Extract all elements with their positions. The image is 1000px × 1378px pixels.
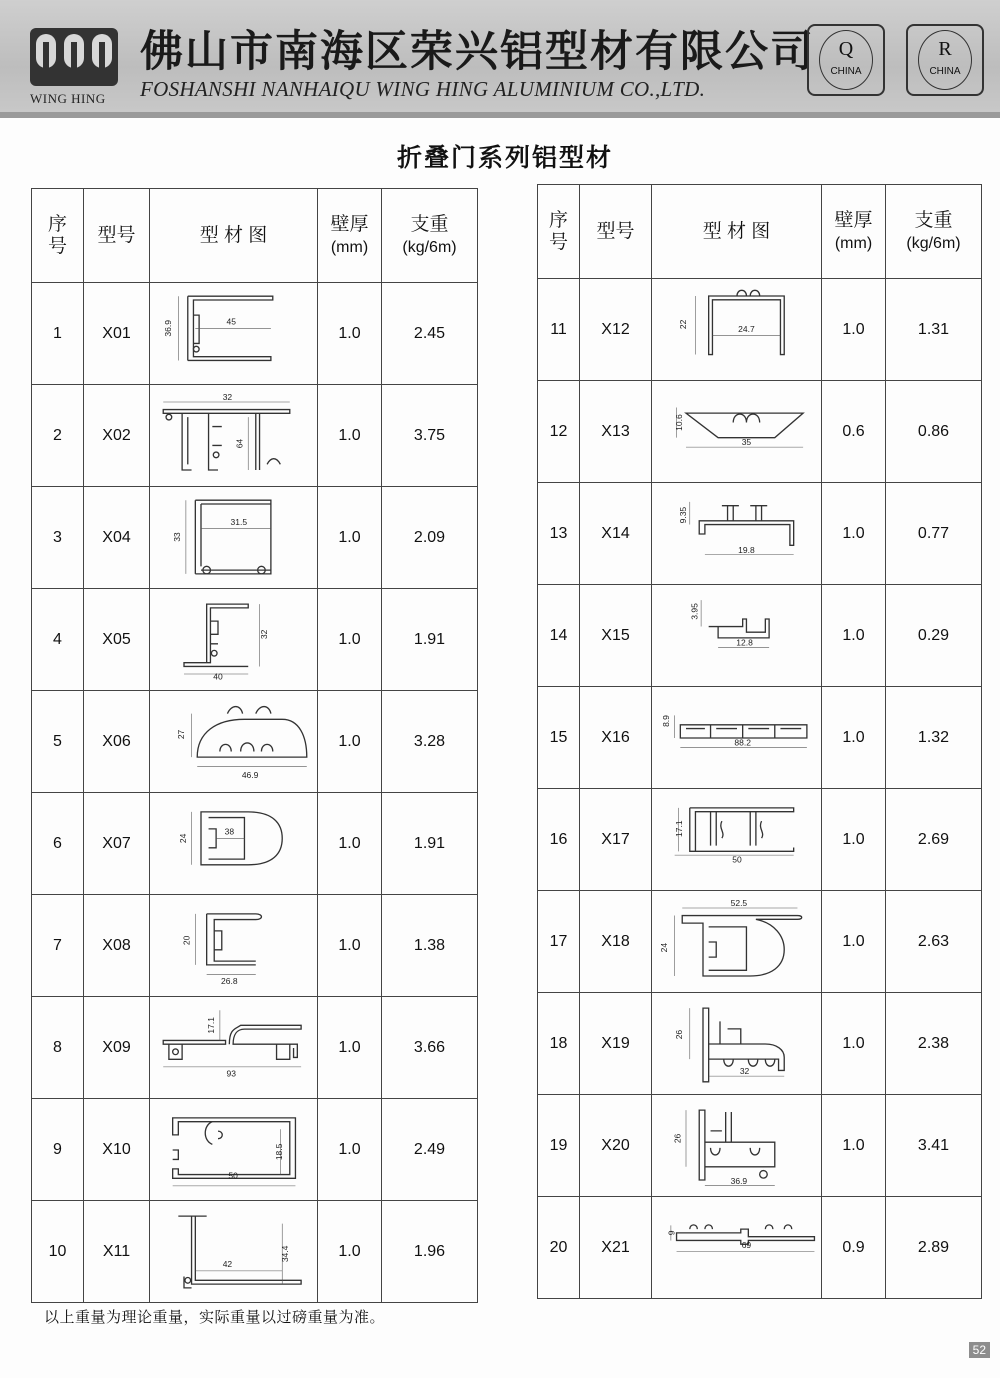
row-index: 5 <box>32 691 84 793</box>
profile-drawing <box>652 687 822 789</box>
row-model: X09 <box>84 997 150 1099</box>
row-weight: 3.75 <box>382 385 478 487</box>
row-index: 8 <box>32 997 84 1099</box>
badge-letter: Q <box>838 38 854 60</box>
col-drawing-header: 型 材 图 <box>652 185 822 279</box>
row-weight: 2.63 <box>886 891 982 993</box>
table-row <box>32 385 478 487</box>
table-row <box>538 1197 982 1299</box>
row-model: X07 <box>84 793 150 895</box>
profile-drawing <box>652 993 822 1095</box>
row-thickness: 1.0 <box>318 487 382 589</box>
row-thickness: 1.0 <box>822 585 886 687</box>
dimension-label-a: 10.6 <box>674 413 685 431</box>
dimension-label-a: 3.95 <box>689 602 700 620</box>
dimension-label-b: 69 <box>741 1239 752 1250</box>
table-row <box>32 1201 478 1303</box>
table-row <box>538 381 982 483</box>
row-thickness: 1.0 <box>822 1095 886 1197</box>
table-row <box>32 1099 478 1201</box>
row-thickness: 1.0 <box>318 283 382 385</box>
certification-badge-q <box>807 24 885 96</box>
certification-badge-r <box>906 24 984 96</box>
row-model: X17 <box>580 789 652 891</box>
dimension-label-b: 45 <box>226 316 236 327</box>
profile-drawing <box>150 1201 318 1303</box>
row-thickness: 1.0 <box>318 793 382 895</box>
row-index: 17 <box>538 891 580 993</box>
row-thickness: 1.0 <box>318 385 382 487</box>
dimension-label-a: 22 <box>678 319 688 329</box>
profile-drawing <box>150 487 318 589</box>
row-index: 15 <box>538 687 580 789</box>
row-thickness: 1.0 <box>822 789 886 891</box>
table-row <box>32 997 478 1099</box>
dimension-label-a: 24 <box>659 942 670 952</box>
thickness-label: 壁厚 <box>834 209 873 231</box>
row-thickness: 1.0 <box>822 891 886 993</box>
dimension-label-a: 26 <box>672 1133 683 1143</box>
weight-label: 支重 <box>914 209 953 231</box>
thickness-label: 壁厚 <box>330 213 369 235</box>
table-header-row <box>538 185 982 279</box>
row-weight: 2.38 <box>886 993 982 1095</box>
profile-drawing <box>652 381 822 483</box>
dimension-label-a: 33 <box>172 531 183 542</box>
dimension-label-b: 36.9 <box>730 1175 748 1186</box>
logo-text: WING HING <box>30 91 106 106</box>
profile-drawing-icon <box>652 792 822 888</box>
dimension-label-b: 50 <box>732 854 742 865</box>
row-thickness: 1.0 <box>318 997 382 1099</box>
profile-drawing-icon <box>150 694 320 790</box>
profile-drawing-icon <box>150 1000 320 1096</box>
dimension-label-b: 46.9 <box>241 769 259 780</box>
profile-drawing <box>652 789 822 891</box>
profile-drawing <box>150 385 318 487</box>
col-index-header <box>538 185 580 279</box>
profile-drawing <box>150 895 318 997</box>
weight-label: 支重 <box>410 213 449 235</box>
dimension-label-b: 32 <box>739 1065 750 1076</box>
profile-drawing <box>150 793 318 895</box>
company-name-cn: 佛山市南海区荣兴铝型材有限公司 <box>140 27 815 77</box>
profile-drawing-icon <box>652 1098 822 1194</box>
row-index: 13 <box>538 483 580 585</box>
row-index: 12 <box>538 381 580 483</box>
dimension-label-b: 19.8 <box>738 544 755 555</box>
thickness-unit: (mm) <box>330 238 369 256</box>
header-divider <box>0 112 1000 118</box>
table-row <box>538 993 982 1095</box>
dimension-label-b: 88.2 <box>734 737 751 748</box>
table-row <box>538 279 982 381</box>
table-row <box>32 895 478 997</box>
dimension-label-b: 93 <box>226 1067 236 1078</box>
profile-drawing-icon <box>150 286 320 382</box>
row-model: X06 <box>84 691 150 793</box>
dimension-label-a: 8.9 <box>661 714 671 727</box>
profile-drawing-icon <box>652 1200 822 1296</box>
row-thickness: 1.0 <box>318 895 382 997</box>
table-row <box>538 789 982 891</box>
profile-drawing-icon <box>150 796 320 892</box>
row-weight: 1.32 <box>886 687 982 789</box>
dimension-label-a: 32 <box>259 629 270 639</box>
table-row <box>32 793 478 895</box>
row-weight: 2.89 <box>886 1197 982 1299</box>
dimension-label-a: 18.5 <box>274 1143 285 1160</box>
dimension-label-b: 12.8 <box>736 636 753 647</box>
row-model: X20 <box>580 1095 652 1197</box>
dimension-label-a: 17.1 <box>674 819 685 837</box>
dimension-label-a: 9 <box>666 1230 677 1235</box>
profile-drawing <box>150 1099 318 1201</box>
row-index: 18 <box>538 993 580 1095</box>
row-index: 11 <box>538 279 580 381</box>
profile-drawing-icon <box>150 898 320 994</box>
row-index: 1 <box>32 283 84 385</box>
row-weight: 1.31 <box>886 279 982 381</box>
profile-drawing-icon <box>652 996 822 1092</box>
profile-drawing <box>150 589 318 691</box>
row-model: X04 <box>84 487 150 589</box>
row-thickness: 1.0 <box>822 993 886 1095</box>
dimension-label-a: 20 <box>181 935 192 945</box>
row-model: X08 <box>84 895 150 997</box>
row-weight: 0.29 <box>886 585 982 687</box>
row-weight: 1.96 <box>382 1201 478 1303</box>
dimension-label-a: 17.1 <box>206 1016 217 1034</box>
table-row <box>538 687 982 789</box>
profile-drawing-icon <box>652 690 822 786</box>
row-index: 7 <box>32 895 84 997</box>
badge-sub: CHINA <box>929 66 961 77</box>
dimension-label-a: 9.35 <box>678 506 688 523</box>
profile-drawing-icon <box>150 388 320 484</box>
row-index: 6 <box>32 793 84 895</box>
col-index-header <box>32 189 84 283</box>
dimension-label-b: 35 <box>741 436 752 447</box>
row-weight: 0.77 <box>886 483 982 585</box>
row-index: 19 <box>538 1095 580 1197</box>
table-row <box>538 891 982 993</box>
row-thickness: 1.0 <box>318 589 382 691</box>
row-thickness: 0.9 <box>822 1197 886 1299</box>
row-model: X18 <box>580 891 652 993</box>
row-weight: 2.69 <box>886 789 982 891</box>
profile-drawing-icon <box>150 592 320 688</box>
profile-drawing <box>150 283 318 385</box>
row-model: X12 <box>580 279 652 381</box>
col-model-header: 型号 <box>580 185 652 279</box>
dimension-label-b: 24.7 <box>738 323 755 334</box>
row-weight: 3.66 <box>382 997 478 1099</box>
dimension-label-b: 40 <box>213 671 223 682</box>
row-thickness: 1.0 <box>822 279 886 381</box>
profile-drawing-icon <box>652 282 822 378</box>
col-weight-header <box>886 185 982 279</box>
badge-letter: R <box>938 38 952 60</box>
row-thickness: 1.0 <box>318 1099 382 1201</box>
row-model: X01 <box>84 283 150 385</box>
dimension-label-b: 42 <box>222 1258 233 1269</box>
col-weight-header <box>382 189 478 283</box>
profile-drawing-icon <box>652 894 822 990</box>
row-index: 20 <box>538 1197 580 1299</box>
profile-drawing-icon <box>150 1204 320 1300</box>
dimension-label-a: 26 <box>674 1029 685 1039</box>
row-thickness: 1.0 <box>318 691 382 793</box>
row-model: X21 <box>580 1197 652 1299</box>
row-model: X19 <box>580 993 652 1095</box>
weight-unit: (kg/6m) <box>906 234 961 252</box>
dimension-label-b: 32 <box>222 391 233 402</box>
col-thickness-header <box>822 185 886 279</box>
row-model: X11 <box>84 1201 150 1303</box>
row-weight: 1.38 <box>382 895 478 997</box>
dimension-label-b: 38 <box>224 826 235 837</box>
footer-note: 以上重量为理论重量，实际重量以过磅重量为准。 <box>44 1309 386 1326</box>
dimension-label-a: 64 <box>234 438 245 448</box>
profile-drawing-icon <box>652 486 822 582</box>
dimension-label-a: 36.9 <box>162 319 173 337</box>
page-title: 折叠门系列铝型材 <box>396 143 613 172</box>
profile-drawing-icon <box>652 588 822 684</box>
profile-table-left <box>31 188 478 1303</box>
page-number: 52 <box>969 1342 990 1358</box>
col-thickness-header <box>318 189 382 283</box>
row-index: 4 <box>32 589 84 691</box>
row-thickness: 1.0 <box>822 687 886 789</box>
row-model: X14 <box>580 483 652 585</box>
row-thickness: 0.6 <box>822 381 886 483</box>
profile-drawing <box>150 691 318 793</box>
table-row <box>538 1095 982 1197</box>
dimension-label-a: 27 <box>176 729 186 739</box>
row-weight: 3.28 <box>382 691 478 793</box>
dimension-label-b: 50 <box>228 1169 238 1180</box>
company-logo-icon <box>28 20 120 92</box>
table-row <box>538 483 982 585</box>
row-index: 9 <box>32 1099 84 1201</box>
table-row <box>538 585 982 687</box>
row-index: 2 <box>32 385 84 487</box>
row-model: X02 <box>84 385 150 487</box>
row-weight: 2.45 <box>382 283 478 385</box>
profile-drawing <box>150 997 318 1099</box>
row-index: 14 <box>538 585 580 687</box>
profile-drawing <box>652 279 822 381</box>
table-row <box>32 487 478 589</box>
dimension-label-b: 31.5 <box>230 516 248 527</box>
row-weight: 1.91 <box>382 793 478 895</box>
row-model: X05 <box>84 589 150 691</box>
profile-drawing <box>652 891 822 993</box>
thickness-unit: (mm) <box>834 234 873 252</box>
table-row <box>32 691 478 793</box>
profile-drawing-icon <box>652 384 822 480</box>
profile-table-right <box>537 184 982 1299</box>
profile-drawing-icon <box>150 490 320 586</box>
dimension-label-a: 34.4 <box>279 1245 290 1262</box>
profile-drawing <box>652 483 822 585</box>
profile-drawing-icon <box>150 1102 320 1198</box>
row-thickness: 1.0 <box>822 483 886 585</box>
weight-unit: (kg/6m) <box>402 238 457 256</box>
col-index-label: 序号 <box>548 209 568 253</box>
row-weight: 1.91 <box>382 589 478 691</box>
profile-drawing <box>652 585 822 687</box>
row-index: 10 <box>32 1201 84 1303</box>
row-thickness: 1.0 <box>318 1201 382 1303</box>
col-drawing-header: 型 材 图 <box>150 189 318 283</box>
row-model: X13 <box>580 381 652 483</box>
table-row <box>32 589 478 691</box>
dimension-label-b: 26.8 <box>221 975 238 986</box>
profile-drawing <box>652 1197 822 1299</box>
table-header-row <box>32 189 478 283</box>
row-weight: 2.49 <box>382 1099 478 1201</box>
table-row <box>32 283 478 385</box>
col-model-header: 型号 <box>84 189 150 283</box>
row-weight: 0.86 <box>886 381 982 483</box>
row-model: X16 <box>580 687 652 789</box>
dimension-label-b: 52.5 <box>730 897 748 908</box>
row-index: 3 <box>32 487 84 589</box>
dimension-label-a: 24 <box>177 833 188 843</box>
row-model: X15 <box>580 585 652 687</box>
profile-drawing <box>652 1095 822 1197</box>
company-name-en: FOSHANSHI NANHAIQU WING HING ALUMINIUM CO.,LTD. <box>140 77 706 101</box>
row-weight: 2.09 <box>382 487 478 589</box>
row-weight: 3.41 <box>886 1095 982 1197</box>
row-model: X10 <box>84 1099 150 1201</box>
row-index: 16 <box>538 789 580 891</box>
badge-sub: CHINA <box>830 66 862 77</box>
col-index-label: 序号 <box>47 213 67 257</box>
